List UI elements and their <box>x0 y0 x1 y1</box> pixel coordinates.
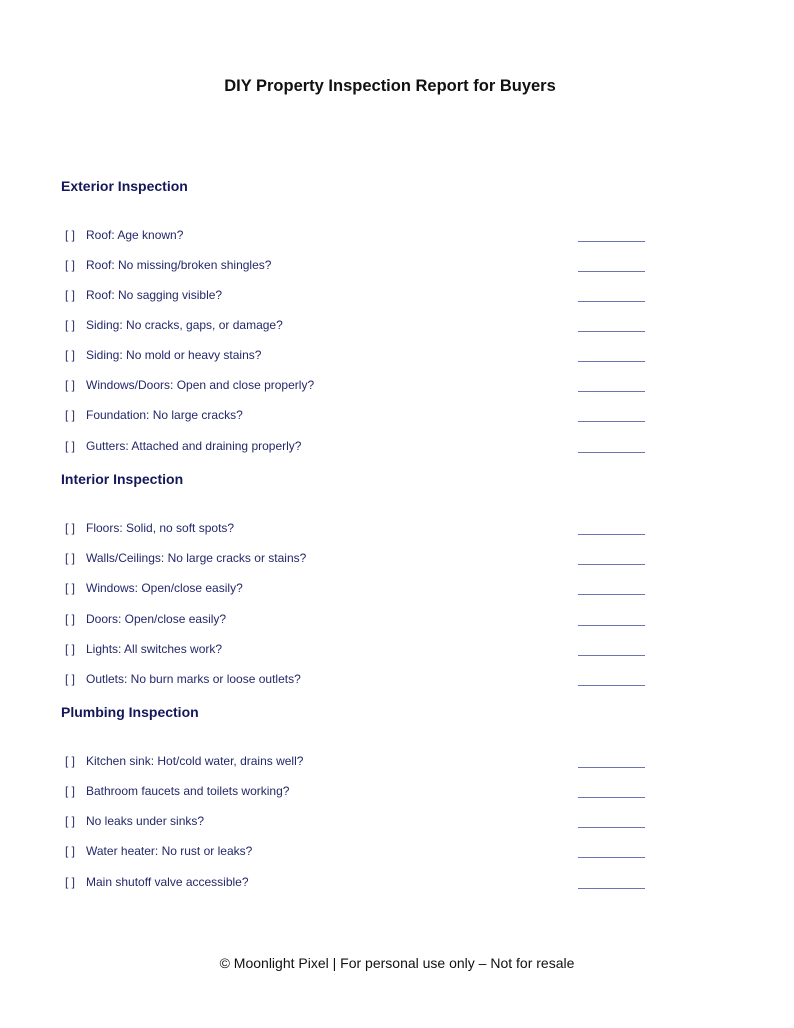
checkbox[interactable]: [ ] <box>65 258 76 272</box>
answer-line[interactable] <box>578 797 645 798</box>
checklist-item <box>63 784 645 802</box>
checkbox[interactable]: [ ] <box>65 844 76 858</box>
checklist-item <box>63 642 645 660</box>
checklist-item <box>63 318 645 336</box>
item-label: Floors: Solid, no soft spots? <box>86 521 235 535</box>
checklist-item <box>63 814 645 832</box>
checkbox[interactable]: [ ] <box>65 318 76 332</box>
section-heading-plumbing: Plumbing Inspection <box>61 704 199 720</box>
checklist-item <box>63 348 645 366</box>
answer-line[interactable] <box>578 655 645 656</box>
item-label: Main shutoff valve accessible? <box>86 875 249 889</box>
answer-line[interactable] <box>578 534 645 535</box>
item-label: Gutters: Attached and draining properly? <box>86 439 302 453</box>
checklist-item <box>63 754 645 772</box>
footer-copyright: © Moonlight Pixel | For personal use only – Not for resale <box>219 955 575 971</box>
item-label: Foundation: No large cracks? <box>86 408 243 422</box>
answer-line[interactable] <box>578 361 645 362</box>
page-title: DIY Property Inspection Report for Buyers <box>224 77 556 95</box>
answer-line[interactable] <box>578 625 645 626</box>
checkbox[interactable]: [ ] <box>65 875 76 889</box>
item-label: Outlets: No burn marks or loose outlets? <box>86 672 301 686</box>
answer-line[interactable] <box>578 331 645 332</box>
checklist-item <box>63 875 645 893</box>
checkbox[interactable]: [ ] <box>65 612 76 626</box>
item-label: Siding: No cracks, gaps, or damage? <box>86 318 283 332</box>
answer-line[interactable] <box>578 421 645 422</box>
item-label: Water heater: No rust or leaks? <box>86 844 253 858</box>
checkbox[interactable]: [ ] <box>65 672 76 686</box>
checklist-item <box>63 378 645 396</box>
item-label: Bathroom faucets and toilets working? <box>86 784 290 798</box>
item-label: Windows: Open/close easily? <box>86 581 243 595</box>
answer-line[interactable] <box>578 767 645 768</box>
checkbox[interactable]: [ ] <box>65 228 76 242</box>
checkbox[interactable]: [ ] <box>65 551 76 565</box>
item-label: Windows/Doors: Open and close properly? <box>86 378 315 392</box>
item-label: Roof: No sagging visible? <box>86 288 223 302</box>
checklist-item <box>63 844 645 862</box>
item-label: Lights: All switches work? <box>86 642 223 656</box>
answer-line[interactable] <box>578 391 645 392</box>
answer-line[interactable] <box>578 888 645 889</box>
checklist-item <box>63 439 645 457</box>
answer-line[interactable] <box>578 685 645 686</box>
checkbox[interactable]: [ ] <box>65 784 76 798</box>
checkbox[interactable]: [ ] <box>65 581 76 595</box>
checklist-item <box>63 551 645 569</box>
checkbox[interactable]: [ ] <box>65 348 76 362</box>
checklist-item <box>63 612 645 630</box>
item-label: Kitchen sink: Hot/cold water, drains well? <box>86 754 304 768</box>
checkbox[interactable]: [ ] <box>65 288 76 302</box>
checkbox[interactable]: [ ] <box>65 814 76 828</box>
checkbox[interactable]: [ ] <box>65 642 76 656</box>
checklist-item <box>63 672 645 690</box>
item-label: No leaks under sinks? <box>86 814 205 828</box>
checkbox[interactable]: [ ] <box>65 521 76 535</box>
answer-line[interactable] <box>578 452 645 453</box>
answer-line[interactable] <box>578 271 645 272</box>
answer-line[interactable] <box>578 827 645 828</box>
checkbox[interactable]: [ ] <box>65 408 76 422</box>
item-label: Roof: No missing/broken shingles? <box>86 258 272 272</box>
item-label: Roof: Age known? <box>86 228 184 242</box>
checkbox[interactable]: [ ] <box>65 378 76 392</box>
section-heading-interior: Interior Inspection <box>61 471 184 487</box>
item-label: Doors: Open/close easily? <box>86 612 227 626</box>
checklist-item <box>63 408 645 426</box>
answer-line[interactable] <box>578 594 645 595</box>
answer-line[interactable] <box>578 564 645 565</box>
checkbox[interactable]: [ ] <box>65 439 76 453</box>
item-label: Walls/Ceilings: No large cracks or stains? <box>86 551 307 565</box>
checklist-item <box>63 288 645 306</box>
checklist-item <box>63 581 645 599</box>
checklist-item <box>63 258 645 276</box>
checklist-item <box>63 521 645 539</box>
answer-line[interactable] <box>578 857 645 858</box>
checkbox[interactable]: [ ] <box>65 754 76 768</box>
item-label: Siding: No mold or heavy stains? <box>86 348 262 362</box>
answer-line[interactable] <box>578 301 645 302</box>
answer-line[interactable] <box>578 241 645 242</box>
checklist-item <box>63 228 645 246</box>
section-heading-exterior: Exterior Inspection <box>61 178 188 194</box>
